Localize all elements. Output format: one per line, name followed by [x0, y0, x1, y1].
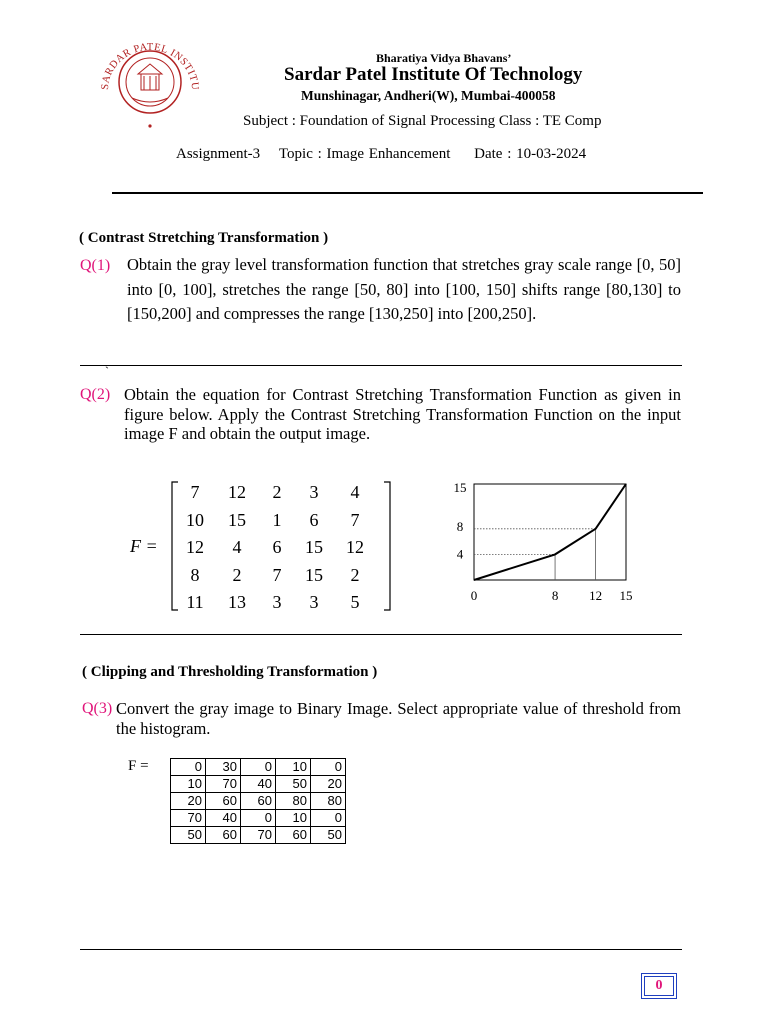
matrix-f [170, 480, 392, 612]
divider-1 [80, 365, 682, 366]
table-cell: 50 [276, 776, 311, 793]
matrix-cell: 4 [232, 537, 242, 557]
table-cell: 70 [241, 827, 276, 844]
table-cell: 10 [171, 776, 206, 793]
gray-image-table [170, 758, 346, 844]
assignment-topic: Topic : Image Enhancement [278, 146, 451, 162]
matrix-cell: 2 [350, 564, 360, 585]
table-cell: 60 [276, 827, 311, 844]
chart-y-tick-label: 4 [456, 546, 464, 562]
matrix-cell: 1 [272, 509, 282, 530]
matrix-cell: 7 [190, 482, 200, 502]
table-cell: 20 [311, 776, 346, 793]
table-cell: 0 [241, 759, 276, 776]
chart-x-tick-label: 0 [470, 588, 478, 603]
table-cell: 10 [276, 759, 311, 776]
matrix-cell: 12 [186, 537, 204, 557]
q1-label: Q(1) [80, 257, 111, 274]
matrix-cell: 7 [350, 509, 360, 530]
table-row [171, 810, 346, 827]
q1-text: Obtain the gray level transformation function that stretches gray scale range [0, 50] into [0, 100], stretches the range [50, 80] into [100, 150] shifts range [80,130] to [150,200] and compresses the range [130,250] into [200,250]. [127, 255, 681, 323]
table-f-label: F = [128, 758, 149, 774]
table-cell: 60 [206, 793, 241, 810]
matrix-cell: 11 [186, 592, 204, 612]
q3-text: Convert the gray image to Binary Image. Select appropriate value of threshold from the histogram. [116, 699, 681, 738]
table-cell: 0 [241, 810, 276, 827]
chart-y-tick-label: 8 [456, 518, 464, 534]
matrix-cell: 13 [228, 592, 246, 612]
header-divider [112, 192, 703, 194]
matrix-f-label: F = [130, 536, 158, 556]
institute-name: Sardar Patel Institute Of Technology [284, 64, 583, 85]
svg-text:SARDAR PATEL INSTITUTE OF TECH: SARDAR PATEL INSTITU [99, 41, 201, 91]
matrix-cell: 15 [305, 537, 323, 557]
page-number: 0 [644, 976, 674, 996]
table-cell: 30 [206, 759, 241, 776]
assignment-line [176, 146, 586, 163]
institute-logo [94, 30, 206, 134]
chart-frame [474, 484, 626, 580]
table-cell: 80 [276, 793, 311, 810]
table-cell: 60 [206, 827, 241, 844]
matrix-cell: 12 [346, 537, 364, 557]
table-cell: 40 [206, 810, 241, 827]
org-name: Bharatiya Vidya Bhavans’ [376, 51, 512, 65]
chart-x-tick-label: 15 [619, 588, 633, 603]
matrix-cell: 3 [309, 482, 319, 502]
table-row [171, 793, 346, 810]
table-row [171, 759, 346, 776]
assignment-number: Assignment-3 [176, 146, 261, 162]
matrix-cell: 12 [228, 482, 246, 502]
subject-line: Subject : Foundation of Signal Processing Class : TE Comp [243, 113, 602, 129]
section-clipping-thresholding: ( Clipping and Thresholding Transformation ) [82, 664, 378, 680]
q3-label: Q(3) [82, 700, 113, 717]
divider-3 [80, 949, 682, 950]
page-number-box [641, 973, 677, 999]
table-cell: 50 [311, 827, 346, 844]
table-cell: 50 [171, 827, 206, 844]
matrix-cell: 3 [272, 592, 282, 612]
matrix-cell: 5 [350, 592, 360, 612]
chart-y-tick-label: 15 [453, 480, 467, 495]
matrix-cell: 7 [272, 564, 282, 585]
chart-series-line [474, 484, 626, 580]
matrix-cell: 15 [228, 509, 246, 530]
table-cell: 0 [171, 759, 206, 776]
matrix-cell: 6 [309, 509, 319, 530]
table-cell: 0 [311, 759, 346, 776]
table-cell: 70 [171, 810, 206, 827]
matrix-cell: 8 [190, 564, 200, 585]
matrix-cell: 3 [309, 592, 319, 612]
divider-2 [80, 634, 682, 635]
assignment-date: Date : 10-03-2024 [474, 146, 587, 162]
table-cell: 60 [241, 793, 276, 810]
table-cell: 20 [171, 793, 206, 810]
table-row [171, 776, 346, 793]
matrix-cell: 15 [305, 564, 323, 585]
matrix-cell: 4 [350, 482, 360, 502]
chart-x-tick-label: 12 [589, 588, 603, 603]
matrix-cell: 6 [272, 537, 282, 557]
q2-text: Obtain the equation for Contrast Stretching Transformation Function as given in figure below. Apply the Contrast Stretching Transformation Function on the input image F and obtain the output image. [124, 385, 681, 443]
stray-mark: ` [105, 364, 109, 378]
table-cell: 10 [276, 810, 311, 827]
matrix-cell: 2 [232, 564, 242, 585]
table-row [171, 827, 346, 844]
matrix-cell: 2 [272, 482, 282, 502]
table-cell: 80 [311, 793, 346, 810]
table-cell: 0 [311, 810, 346, 827]
q2-transformation-chart [440, 476, 640, 608]
table-cell: 70 [206, 776, 241, 793]
q2-label: Q(2) [80, 386, 111, 403]
institute-address: Munshinagar, Andheri(W), Mumbai-400058 [301, 88, 556, 103]
table-cell: 40 [241, 776, 276, 793]
matrix-cell: 10 [186, 509, 204, 530]
chart-x-tick-label: 8 [551, 588, 559, 603]
section-contrast-stretching: ( Contrast Stretching Transformation ) [79, 230, 329, 246]
